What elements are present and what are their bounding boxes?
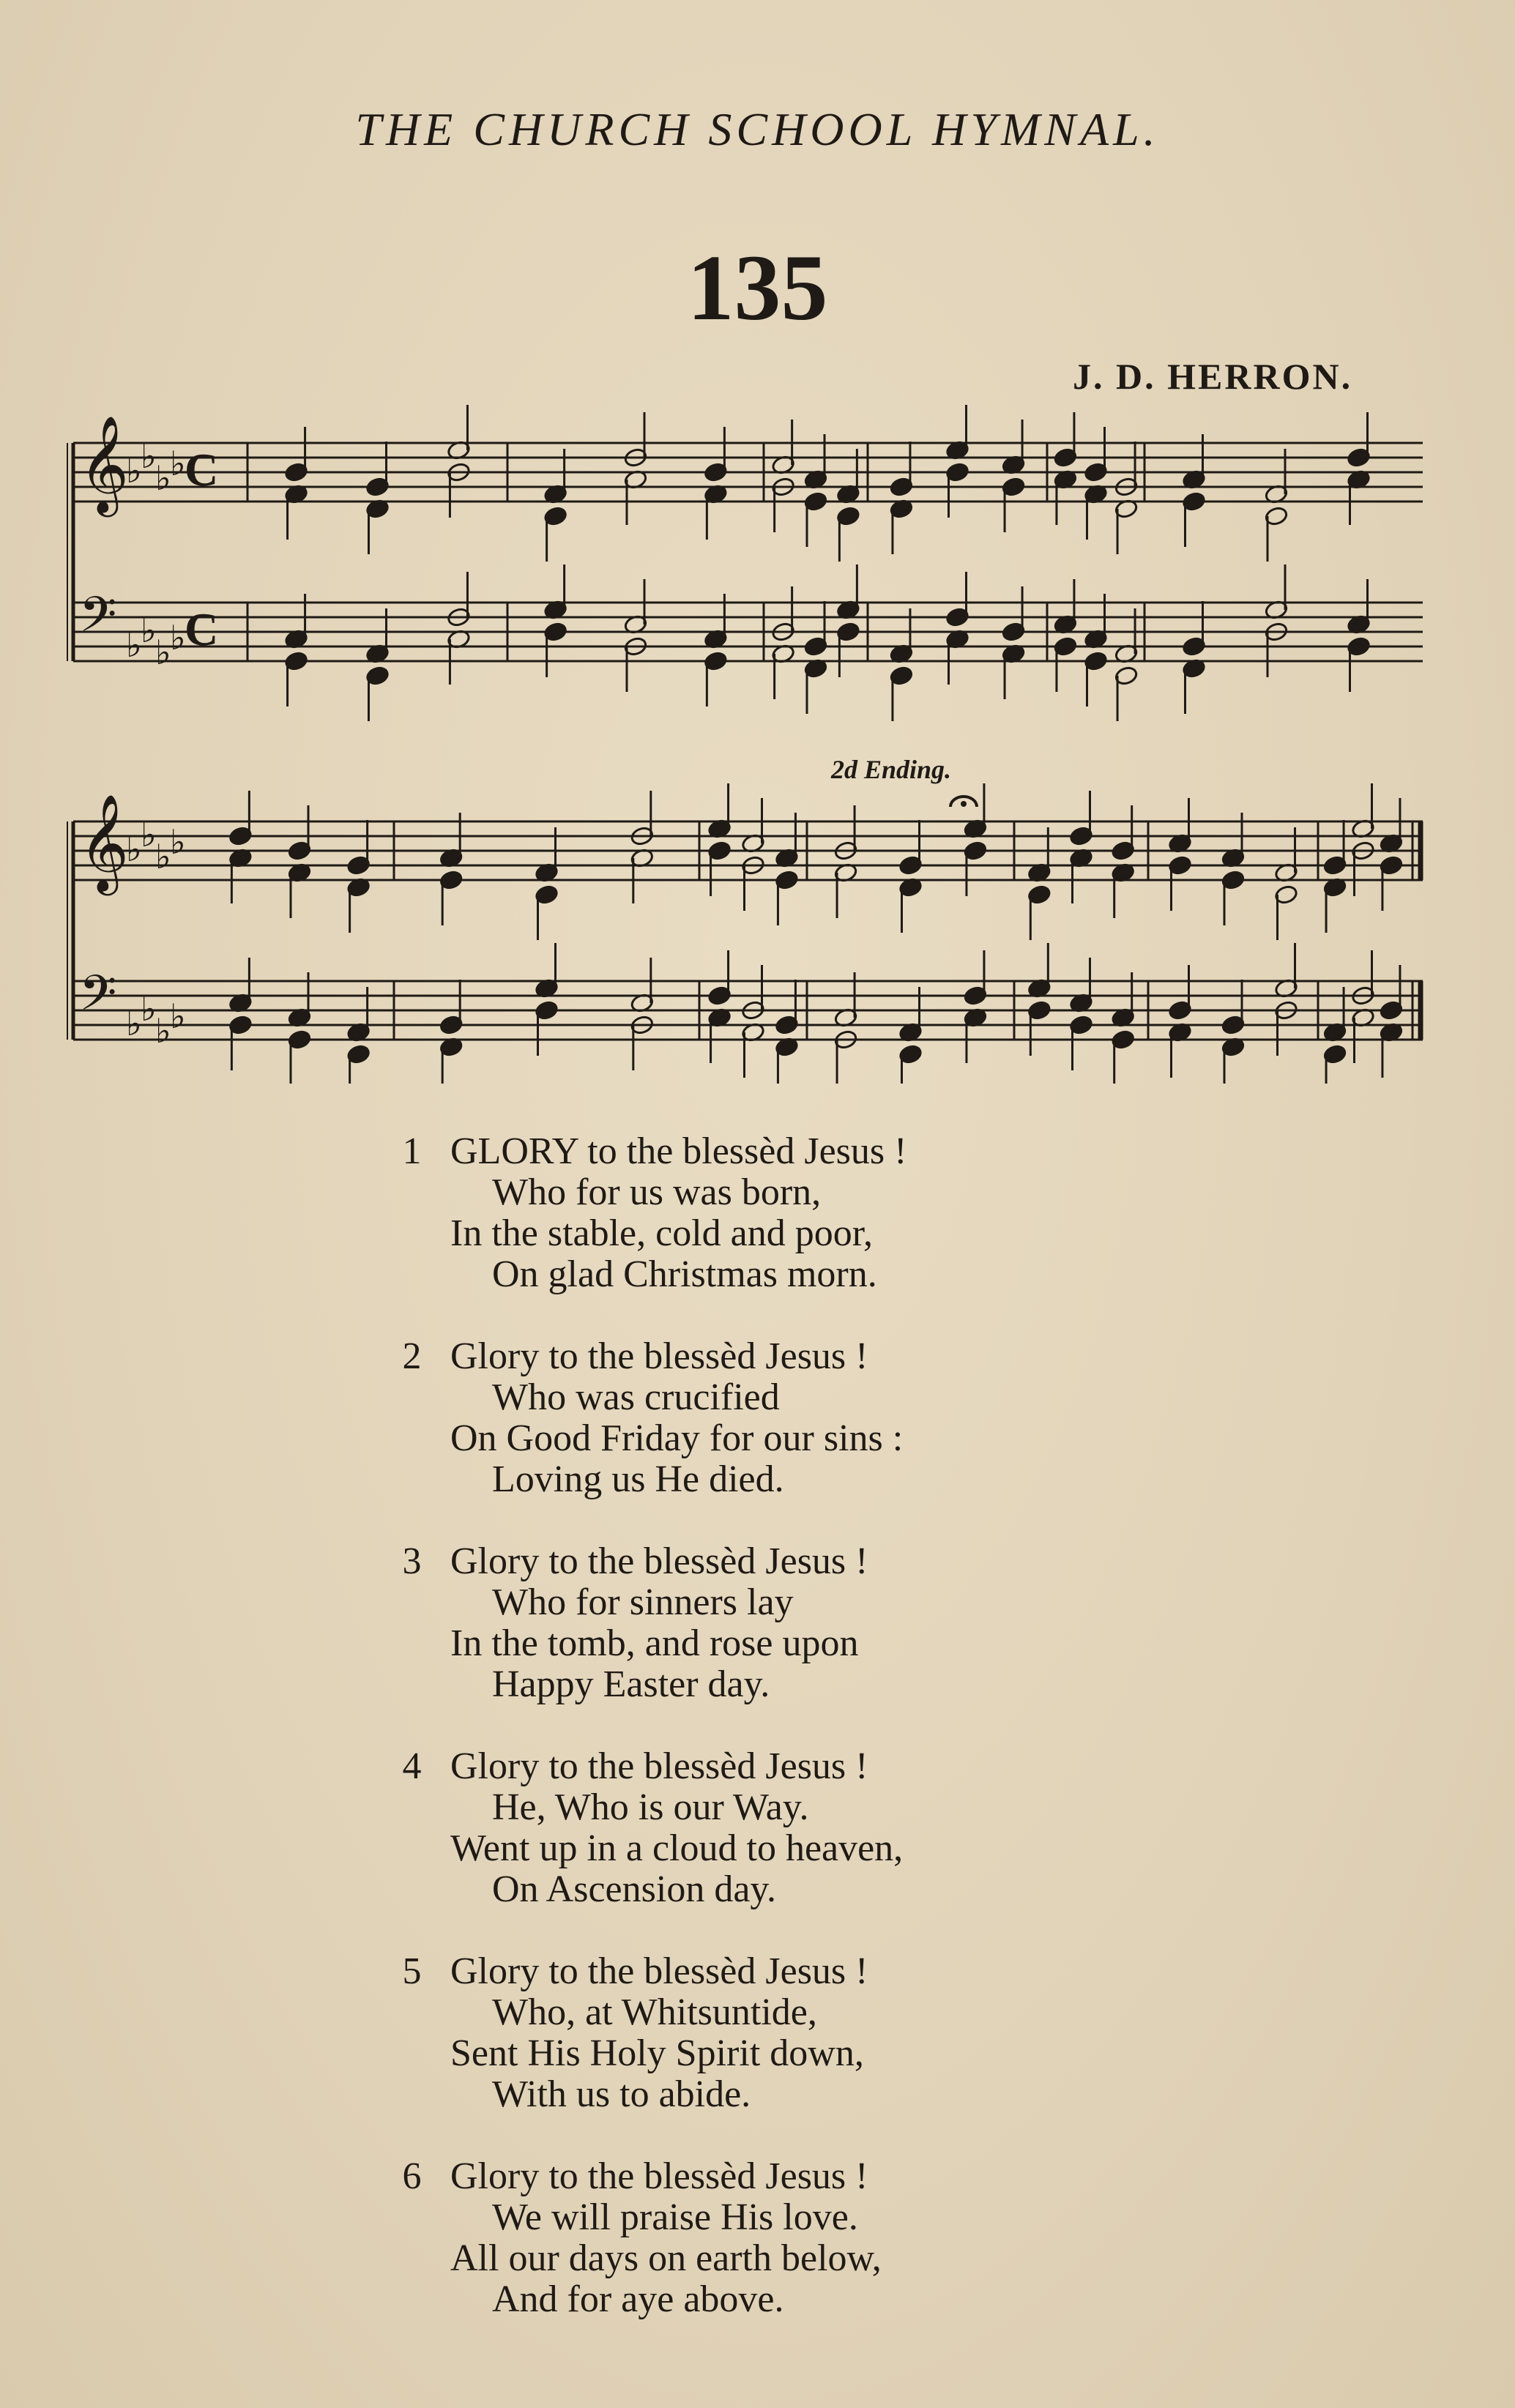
flat-icon: ♭ xyxy=(155,458,171,498)
verse-line: In the stable, cold and poor, xyxy=(450,1212,873,1254)
verse-line: All our days on earth below, xyxy=(450,2237,882,2279)
flat-icon: ♭ xyxy=(170,618,186,657)
verse-number: 2 xyxy=(402,1335,422,1377)
music-score xyxy=(0,0,1515,1084)
verse-line: Who for us was born, xyxy=(492,1171,822,1213)
common-time-icon: C xyxy=(185,444,219,496)
hymn-number: 135 xyxy=(687,236,828,340)
verse-line: Who for sinners lay xyxy=(492,1581,794,1623)
treble-clef-icon: 𝄞 xyxy=(79,415,129,513)
verse-number: 5 xyxy=(402,1950,422,1992)
running-title: THE CHURCH SCHOOL HYMNAL. xyxy=(355,103,1160,155)
verse-line: We will praise His love. xyxy=(492,2196,858,2238)
verse-4 xyxy=(395,1746,1201,1910)
verse-line: Glory to the blessèd Jesus ! xyxy=(450,1335,868,1377)
verse-number: 6 xyxy=(402,2155,422,2197)
flat-icon: ♭ xyxy=(126,830,142,869)
flat-icon: ♭ xyxy=(126,451,142,491)
flat-icon: ♭ xyxy=(141,611,157,650)
verse-2 xyxy=(395,1336,1201,1500)
verse-line: He, Who is our Way. xyxy=(492,1786,809,1828)
flat-icon: ♭ xyxy=(170,822,186,862)
flat-icon: ♭ xyxy=(155,633,171,672)
verse-line: In the tomb, and rose upon xyxy=(450,1622,859,1664)
second-ending-label: 2d Ending. xyxy=(831,755,952,784)
verse-5 xyxy=(395,1951,1201,2115)
treble-clef-icon: 𝄞 xyxy=(79,794,129,892)
verse-line: On Ascension day. xyxy=(492,1868,777,1910)
flat-icon: ♭ xyxy=(155,837,171,876)
verse-line: Loving us He died. xyxy=(492,1458,784,1500)
flat-icon: ♭ xyxy=(170,444,186,483)
verse-line: With us to abide. xyxy=(492,2073,751,2115)
verse-line: Glory to the blessèd Jesus ! xyxy=(450,1950,868,1992)
bass-clef-icon: 𝄢 xyxy=(79,586,117,655)
verse-line: Happy Easter day. xyxy=(492,1663,770,1705)
verse-line: Who, at Whitsuntide, xyxy=(492,1991,817,2033)
verse-line: GLORY to the blessèd Jesus ! xyxy=(450,1130,907,1172)
verse-1 xyxy=(395,1131,1201,1295)
composer-credit: J. D. HERRON. xyxy=(1073,356,1353,397)
flat-icon: ♭ xyxy=(141,989,157,1029)
verse-number: 3 xyxy=(402,1540,422,1582)
verses xyxy=(395,1131,1201,2361)
verse-line: Went up in a cloud to heaven, xyxy=(450,1827,904,1869)
verse-6 xyxy=(395,2156,1201,2320)
verse-line: Glory to the blessèd Jesus ! xyxy=(450,2155,868,2197)
verse-line: On glad Christmas morn. xyxy=(492,1253,877,1295)
flat-icon: ♭ xyxy=(126,625,142,665)
verse-line: And for aye above. xyxy=(492,2278,784,2320)
flat-icon: ♭ xyxy=(155,1011,171,1051)
verse-number: 1 xyxy=(402,1130,422,1172)
verse-line: Glory to the blessèd Jesus ! xyxy=(450,1745,868,1787)
verse-3 xyxy=(395,1541,1201,1705)
verse-line: Who was crucified xyxy=(492,1376,780,1418)
flat-icon: ♭ xyxy=(170,996,186,1036)
fermata-dot xyxy=(961,801,967,807)
flat-icon: ♭ xyxy=(126,1004,142,1043)
verse-number: 4 xyxy=(402,1745,422,1787)
flat-icon: ♭ xyxy=(141,815,157,854)
flat-icon: ♭ xyxy=(141,436,157,476)
bass-clef-icon: 𝄢 xyxy=(79,965,117,1033)
verse-line: On Good Friday for our sins : xyxy=(450,1417,904,1459)
verse-line: Glory to the blessèd Jesus ! xyxy=(450,1540,868,1582)
verse-line: Sent His Holy Spirit down, xyxy=(450,2032,864,2074)
common-time-icon: C xyxy=(185,603,219,655)
